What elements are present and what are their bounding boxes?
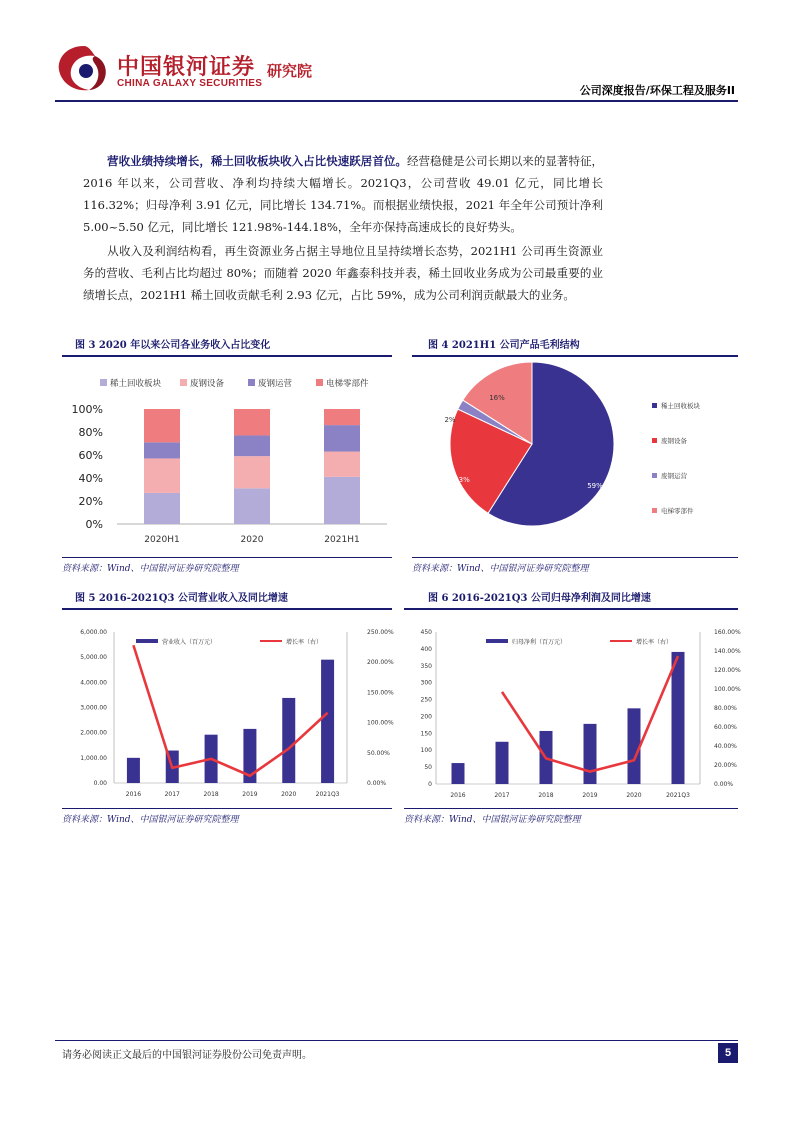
y-tick-label: 0.00: [93, 780, 107, 787]
bar-2016: [452, 763, 465, 784]
y2-tick-label: 100.00%: [714, 686, 741, 693]
y2-tick-label: 140.00%: [714, 648, 741, 655]
figure-5-chart: [62, 614, 392, 808]
y2-tick-label: 40.00%: [714, 743, 737, 750]
disclaimer-text: 请务必阅读正文最后的中国银河证券股份公司免责声明。: [62, 1050, 312, 1061]
x-tick-label: 2019: [582, 792, 598, 799]
bar-2017: [496, 742, 509, 784]
legend-label-1: 废钢设备: [661, 437, 687, 445]
y2-tick-label: 120.00%: [714, 667, 741, 674]
figure-6-bottom-rule: [404, 808, 738, 809]
legend-label-2: 废钢运营: [661, 472, 687, 480]
legend-label-line: 增长率（右）: [636, 639, 673, 646]
legend-label-0: 稀土回收板块: [110, 379, 162, 389]
y-tick-label: 2,000.00: [80, 729, 107, 737]
legend-label-3: 电梯零部件: [326, 379, 369, 389]
galaxy-logo-icon: [55, 42, 113, 98]
bar-2016: [127, 758, 140, 783]
figure-4-top-rule: [412, 355, 738, 357]
legend-swatch-1: [652, 438, 657, 443]
legend-swatch-3: [652, 508, 657, 513]
figure-4-bottom-rule: [412, 557, 738, 558]
x-tick-label: 2017: [164, 791, 180, 798]
bar-segment-2020H1-3: [144, 409, 180, 442]
y2-tick-label: 150.00%: [367, 689, 394, 697]
y-tick-label: 350: [420, 662, 432, 670]
y2-tick-label: 0.00%: [714, 781, 734, 788]
x-tick-label: 2021H1: [324, 535, 360, 545]
y2-tick-label: 100.00%: [367, 719, 394, 727]
figure-5-top-rule: [62, 608, 392, 610]
figure-3-bottom-rule: [62, 557, 392, 558]
pie-value-label-3: 16%: [489, 394, 505, 402]
page-number: 5: [718, 1043, 738, 1063]
y-tick-label: 50: [424, 764, 432, 772]
y-tick-label: 3,000.00: [80, 704, 107, 712]
legend-swatch-3: [316, 379, 323, 386]
y2-tick-label: 20.00%: [714, 762, 737, 769]
y-tick-label: 0: [428, 781, 432, 788]
x-tick-label: 2018: [538, 792, 554, 799]
y-tick-label: 1,000.00: [80, 754, 107, 762]
pie-value-label-2: 2%: [444, 416, 456, 424]
y-tick-label: 100: [420, 747, 432, 755]
x-tick-label: 2020: [281, 791, 297, 798]
y2-tick-label: 0.00%: [367, 780, 387, 787]
legend-swatch-0: [100, 379, 107, 386]
footer-divider: [55, 1040, 738, 1041]
legend-label-2: 废钢运营: [258, 379, 293, 389]
bar-2021Q3: [672, 652, 685, 784]
growth-rate-line: [133, 645, 327, 775]
bar-segment-2021H1-2: [324, 425, 360, 451]
legend-swatch-2: [248, 379, 255, 386]
legend-label-bars: 归母净利（百万元）: [512, 639, 567, 646]
figure-3-top-rule: [62, 355, 392, 357]
bar-segment-2020-2: [234, 435, 270, 456]
figure-5-title: 图 5 2016-2021Q3 公司营业收入及同比增速: [75, 593, 288, 604]
y2-tick-label: 160.00%: [714, 629, 741, 636]
figure-5-bottom-rule: [62, 808, 392, 809]
y-tick-label: 450: [420, 629, 432, 636]
bar-2021Q3: [321, 660, 334, 783]
y-tick-label: 5,000.00: [80, 654, 107, 662]
y2-tick-label: 80.00%: [714, 705, 737, 712]
legend-label-3: 电梯零部件: [661, 507, 694, 515]
y2-tick-label: 200.00%: [367, 659, 394, 667]
figure-5-source: 资料来源：Wind、中国银河证券研究院整理: [62, 815, 239, 825]
legend-label-bars: 营业收入（百万元）: [162, 639, 217, 646]
x-tick-label: 2016: [125, 791, 142, 798]
x-tick-label: 2018: [203, 791, 219, 798]
y-tick-label: 400: [420, 645, 432, 653]
legend-swatch-bars: [136, 639, 158, 643]
paragraph-2-text: 从收入及利润结构看，再生资源业务占据主导地位且呈持续增长态势，2021H1 公司再生资源业务的营收、毛利占比均超过 80%；而随着 2020 年鑫泰科技并表，稀土回收业务成为公司最重要的业绩增长点，2021H1 稀土回收贡献毛利 2.93 亿元，占比 59%，成为公司利润贡献最大的业务。: [83, 244, 603, 302]
figure-4-source: 资料来源：Wind、中国银河证券研究院整理: [412, 564, 589, 574]
legend-label-1: 废钢设备: [190, 379, 225, 389]
y2-tick-label: 250.00%: [367, 629, 394, 636]
y-tick-label: 80%: [78, 426, 103, 439]
bar-segment-2020H1-0: [144, 493, 180, 524]
legend-label-line: 增长率（右）: [286, 639, 323, 646]
figure-3-title: 图 3 2020 年以来公司各业务收入占比变化: [75, 340, 271, 351]
y-tick-label: 100%: [71, 403, 103, 416]
x-tick-label: 2021Q3: [666, 792, 690, 799]
legend-swatch-2: [652, 473, 657, 478]
x-tick-label: 2020H1: [144, 535, 180, 545]
figure-6-title: 图 6 2016-2021Q3 公司归母净利润及同比增速: [428, 593, 651, 604]
figure-4-chart: [412, 360, 738, 555]
x-tick-label: 2019: [242, 791, 258, 798]
y-tick-label: 0%: [85, 518, 103, 531]
legend-label-0: 稀土回收板块: [661, 402, 700, 410]
bar-segment-2020-1: [234, 456, 270, 488]
y-tick-label: 150: [420, 730, 432, 738]
header-divider: [55, 100, 738, 102]
y-tick-label: 300: [420, 679, 432, 687]
figure-3-chart: [62, 360, 392, 555]
bar-segment-2020H1-2: [144, 442, 180, 458]
legend-swatch-0: [652, 403, 657, 408]
legend-swatch-1: [180, 379, 187, 386]
figure-4-title: 图 4 2021H1 公司产品毛利结构: [428, 340, 580, 351]
figure-6-top-rule: [404, 608, 738, 610]
bar-segment-2021H1-1: [324, 452, 360, 477]
paragraph-2: [83, 240, 603, 306]
bar-segment-2021H1-0: [324, 477, 360, 524]
x-tick-label: 2020: [240, 535, 264, 545]
y-tick-label: 250: [420, 696, 432, 704]
company-logo: [55, 42, 355, 98]
bar-2019: [584, 724, 597, 784]
brand-name-en: CHINA GALAXY SECURITIES: [117, 78, 263, 89]
y-tick-label: 4,000.00: [80, 679, 107, 687]
paragraph-1: [83, 150, 603, 238]
paragraph-1-body: 经营稳健是公司长期以来的显著特征，2016 年以来，公司营收、净利均持续大幅增长。2021Q3，公司营收 49.01 亿元，同比增长 116.32%；归母净利 3.91 亿元，同比增长 134.71%。而根据业绩快报，2021 年全年公司预计净利 5.00~5.50 亿元，同比增长 121.98%-144.18%，全年亦保持高速成长的良好势头。: [83, 154, 604, 234]
report-title: 公司深度报告/环保工程及服务II: [579, 84, 735, 97]
y-tick-label: 200: [420, 713, 432, 721]
pie-value-label-1: 23%: [454, 476, 470, 484]
bar-segment-2021H1-3: [324, 409, 360, 425]
figure-6-chart: [404, 614, 741, 808]
figure-6-source: 资料来源：Wind、中国银河证券研究院整理: [404, 815, 581, 825]
pie-value-label-0: 59%: [587, 482, 603, 490]
paragraph-1-lead: 营收业绩持续增长，稀土回收板块收入占比快速跃居首位。: [107, 154, 407, 168]
x-tick-label: 2020: [626, 792, 642, 799]
y2-tick-label: 50.00%: [367, 749, 390, 757]
bar-segment-2020H1-1: [144, 458, 180, 493]
y2-tick-label: 60.00%: [714, 724, 737, 731]
y-tick-label: 20%: [78, 495, 103, 508]
bar-segment-2020-3: [234, 409, 270, 435]
x-tick-label: 2016: [450, 792, 466, 799]
brand-name-cn: 中国银河证券: [117, 55, 256, 80]
y-tick-label: 40%: [78, 472, 103, 485]
figure-3-source: 资料来源：Wind、中国银河证券研究院整理: [62, 564, 239, 574]
bar-segment-2020-0: [234, 488, 270, 524]
y-tick-label: 6,000.00: [80, 629, 107, 636]
x-tick-label: 2021Q3: [315, 791, 340, 798]
institute-label: 研究院: [267, 62, 313, 80]
y-tick-label: 60%: [78, 449, 103, 462]
legend-swatch-bars: [486, 639, 508, 643]
x-tick-label: 2017: [494, 792, 510, 799]
bar-2020: [282, 698, 295, 783]
